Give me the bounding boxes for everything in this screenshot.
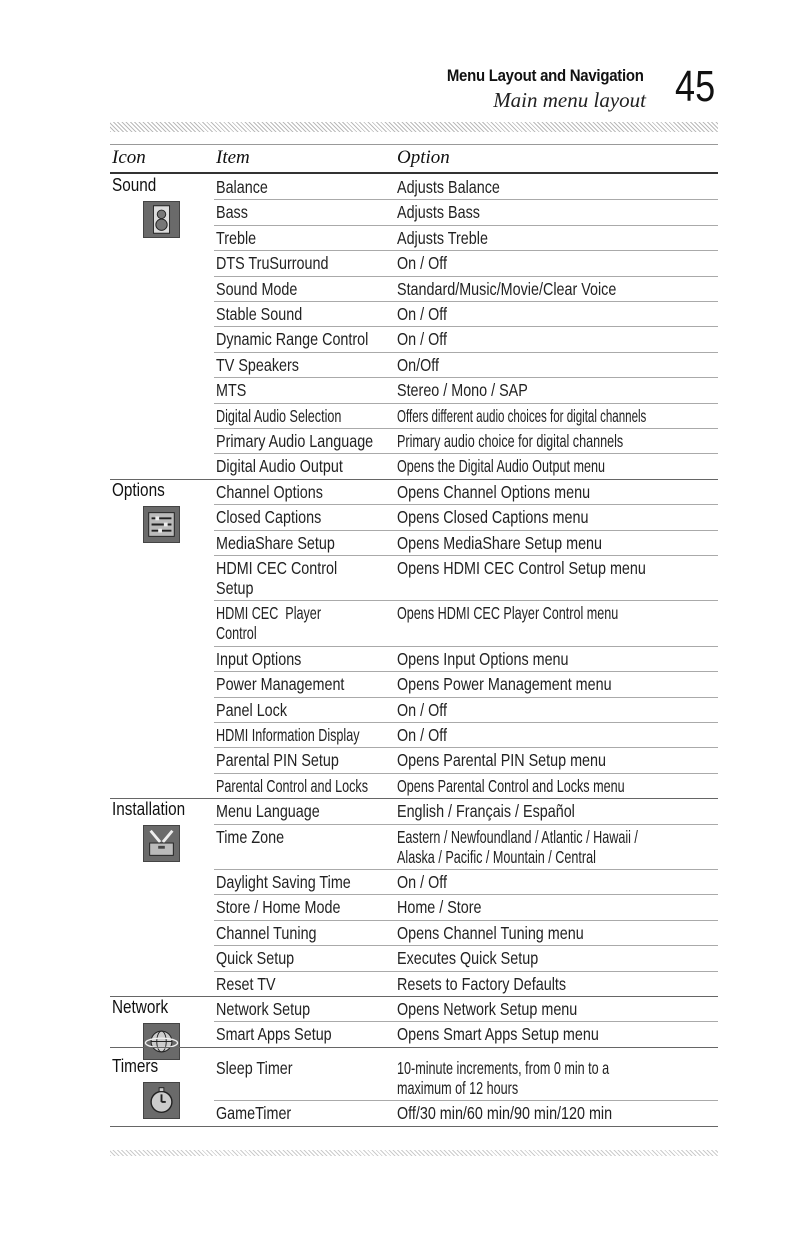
table-row: [0, 747, 806, 772]
option-cell: Opens Power Management menu: [397, 674, 612, 695]
item-cell: Closed Captions: [216, 507, 322, 528]
table-row: [0, 1055, 806, 1100]
table-row: [0, 646, 806, 671]
item-cell: Time Zone: [216, 826, 285, 847]
section-label-sound: Sound: [112, 175, 157, 195]
option-cell: Eastern / Newfoundland / Atlantic / Hawaii / Alaska / Pacific / Mountain / Central: [397, 826, 638, 867]
option-cell: Primary audio choice for digital channels: [397, 431, 624, 451]
table-row: [0, 377, 806, 402]
item-cell: Treble: [216, 227, 257, 248]
table-row: [0, 971, 806, 996]
item-cell: Channel Tuning: [216, 922, 317, 943]
option-cell: Home / Store: [397, 897, 482, 918]
table-row: [0, 945, 806, 970]
table-row: [0, 504, 806, 529]
item-cell: HDMI Information Display: [216, 725, 360, 745]
table-row: [0, 671, 806, 696]
option-cell: On / Off: [397, 304, 447, 324]
section-subtitle: Main menu layout: [493, 88, 646, 112]
option-cell: Offers different audio choices for digital channels: [397, 405, 647, 426]
item-cell: Input Options: [216, 648, 302, 669]
table-row: [0, 824, 806, 869]
item-cell: MediaShare Setup: [216, 532, 335, 553]
option-cell: Opens Smart Apps Setup menu: [397, 1024, 599, 1045]
section-label-installation: Installation: [112, 799, 186, 820]
item-cell: Sleep Timer: [216, 1057, 293, 1078]
table-row: [0, 453, 806, 478]
item-cell: DTS TruSurround: [216, 253, 329, 274]
item-cell: HDMI CEC Player Control: [216, 603, 322, 644]
option-cell: English / Français / Español: [397, 801, 575, 822]
item-cell: Parental PIN Setup: [216, 750, 339, 771]
column-header-item: Item: [216, 147, 250, 168]
table-row: [0, 530, 806, 555]
section-label-network: Network: [112, 997, 169, 1017]
option-cell: Opens Channel Tuning menu: [397, 922, 584, 943]
table-row: [0, 428, 806, 453]
table-row: [0, 894, 806, 919]
option-cell: Stereo / Mono / SAP: [397, 380, 528, 401]
table-row: [0, 250, 806, 275]
option-cell: On / Off: [397, 253, 447, 274]
item-cell: Stable Sound: [216, 304, 303, 324]
option-cell: On / Off: [397, 329, 447, 350]
item-cell: Power Management: [216, 674, 345, 695]
table-row: [0, 722, 806, 747]
option-cell: Adjusts Treble: [397, 227, 488, 248]
option-cell: Opens HDMI CEC Control Setup menu: [397, 558, 646, 578]
option-cell: Off/30 min/60 min/90 min/120 min: [397, 1103, 613, 1124]
option-cell: Opens Closed Captions menu: [397, 507, 589, 528]
item-cell: Parental Control and Locks: [216, 775, 368, 796]
column-header-option: Option: [397, 147, 450, 168]
option-cell: Opens Parental Control and Locks menu: [397, 775, 625, 796]
item-cell: Panel Lock: [216, 699, 288, 720]
option-cell: Opens HDMI CEC Player Control menu: [397, 603, 619, 624]
item-cell: Daylight Saving Time: [216, 872, 351, 892]
table-row: [0, 798, 806, 823]
table-row: [0, 199, 806, 224]
option-cell: On / Off: [397, 872, 447, 892]
section-divider: [110, 1126, 718, 1127]
option-cell: Adjusts Balance: [397, 177, 500, 197]
item-cell: MTS: [216, 380, 247, 401]
option-cell: Resets to Factory Defaults: [397, 973, 567, 994]
item-cell: Quick Setup: [216, 948, 295, 969]
item-cell: Channel Options: [216, 481, 323, 502]
page-number: 45: [675, 62, 716, 111]
section-label-timers: Timers: [112, 1055, 159, 1076]
option-cell: Opens Input Options menu: [397, 648, 569, 669]
table-row: [0, 352, 806, 377]
item-cell: HDMI CEC Control Setup: [216, 558, 338, 598]
item-cell: Network Setup: [216, 999, 311, 1019]
item-cell: Reset TV: [216, 973, 276, 994]
option-cell: Standard/Music/Movie/Clear Voice: [397, 278, 617, 299]
table-row: [0, 301, 806, 326]
item-cell: Digital Audio Output: [216, 456, 343, 477]
option-cell: Opens Channel Options menu: [397, 481, 591, 502]
item-cell: Primary Audio Language: [216, 431, 374, 451]
table-row: [0, 1100, 806, 1125]
item-cell: Bass: [216, 202, 248, 223]
option-cell: On/Off: [397, 354, 440, 375]
item-cell: Menu Language: [216, 801, 320, 822]
item-cell: TV Speakers: [216, 354, 299, 375]
item-cell: Smart Apps Setup: [216, 1024, 332, 1045]
option-cell: On / Off: [397, 725, 447, 745]
item-cell: Balance: [216, 177, 268, 197]
table-row: [0, 479, 806, 504]
option-cell: Opens Network Setup menu: [397, 999, 578, 1019]
table-row: [0, 869, 806, 894]
chapter-title: Menu Layout and Navigation: [447, 66, 644, 85]
table-row: [0, 1021, 806, 1046]
option-cell: Adjusts Bass: [397, 202, 480, 223]
table-row: [0, 773, 806, 798]
table-row: [0, 225, 806, 250]
item-cell: Sound Mode: [216, 278, 298, 299]
table-bottom-rule: [110, 1150, 718, 1156]
table-row: [0, 920, 806, 945]
option-cell: On / Off: [397, 699, 447, 720]
table-row: [0, 555, 806, 600]
section-label-options: Options: [112, 479, 165, 500]
table-row: [0, 996, 806, 1021]
section-divider: [110, 1047, 718, 1048]
item-cell: GameTimer: [216, 1103, 292, 1124]
option-cell: Executes Quick Setup: [397, 948, 539, 969]
item-cell: Dynamic Range Control: [216, 329, 369, 350]
table-row: [0, 600, 806, 645]
option-cell: Opens the Digital Audio Output menu: [397, 456, 606, 477]
table-row: [0, 326, 806, 351]
option-cell: Opens MediaShare Setup menu: [397, 532, 603, 553]
header-rule: [110, 122, 718, 132]
column-header-icon: Icon: [112, 147, 146, 168]
option-cell: 10-minute increments, from 0 min to a maximum of 12 hours: [397, 1057, 610, 1098]
table-row: [0, 174, 806, 199]
table-row: [0, 697, 806, 722]
item-cell: Store / Home Mode: [216, 897, 341, 918]
table-row: [0, 276, 806, 301]
table-top-rule: [110, 144, 718, 145]
option-cell: Opens Parental PIN Setup menu: [397, 750, 606, 771]
item-cell: Digital Audio Selection: [216, 405, 342, 426]
table-row: [0, 403, 806, 428]
